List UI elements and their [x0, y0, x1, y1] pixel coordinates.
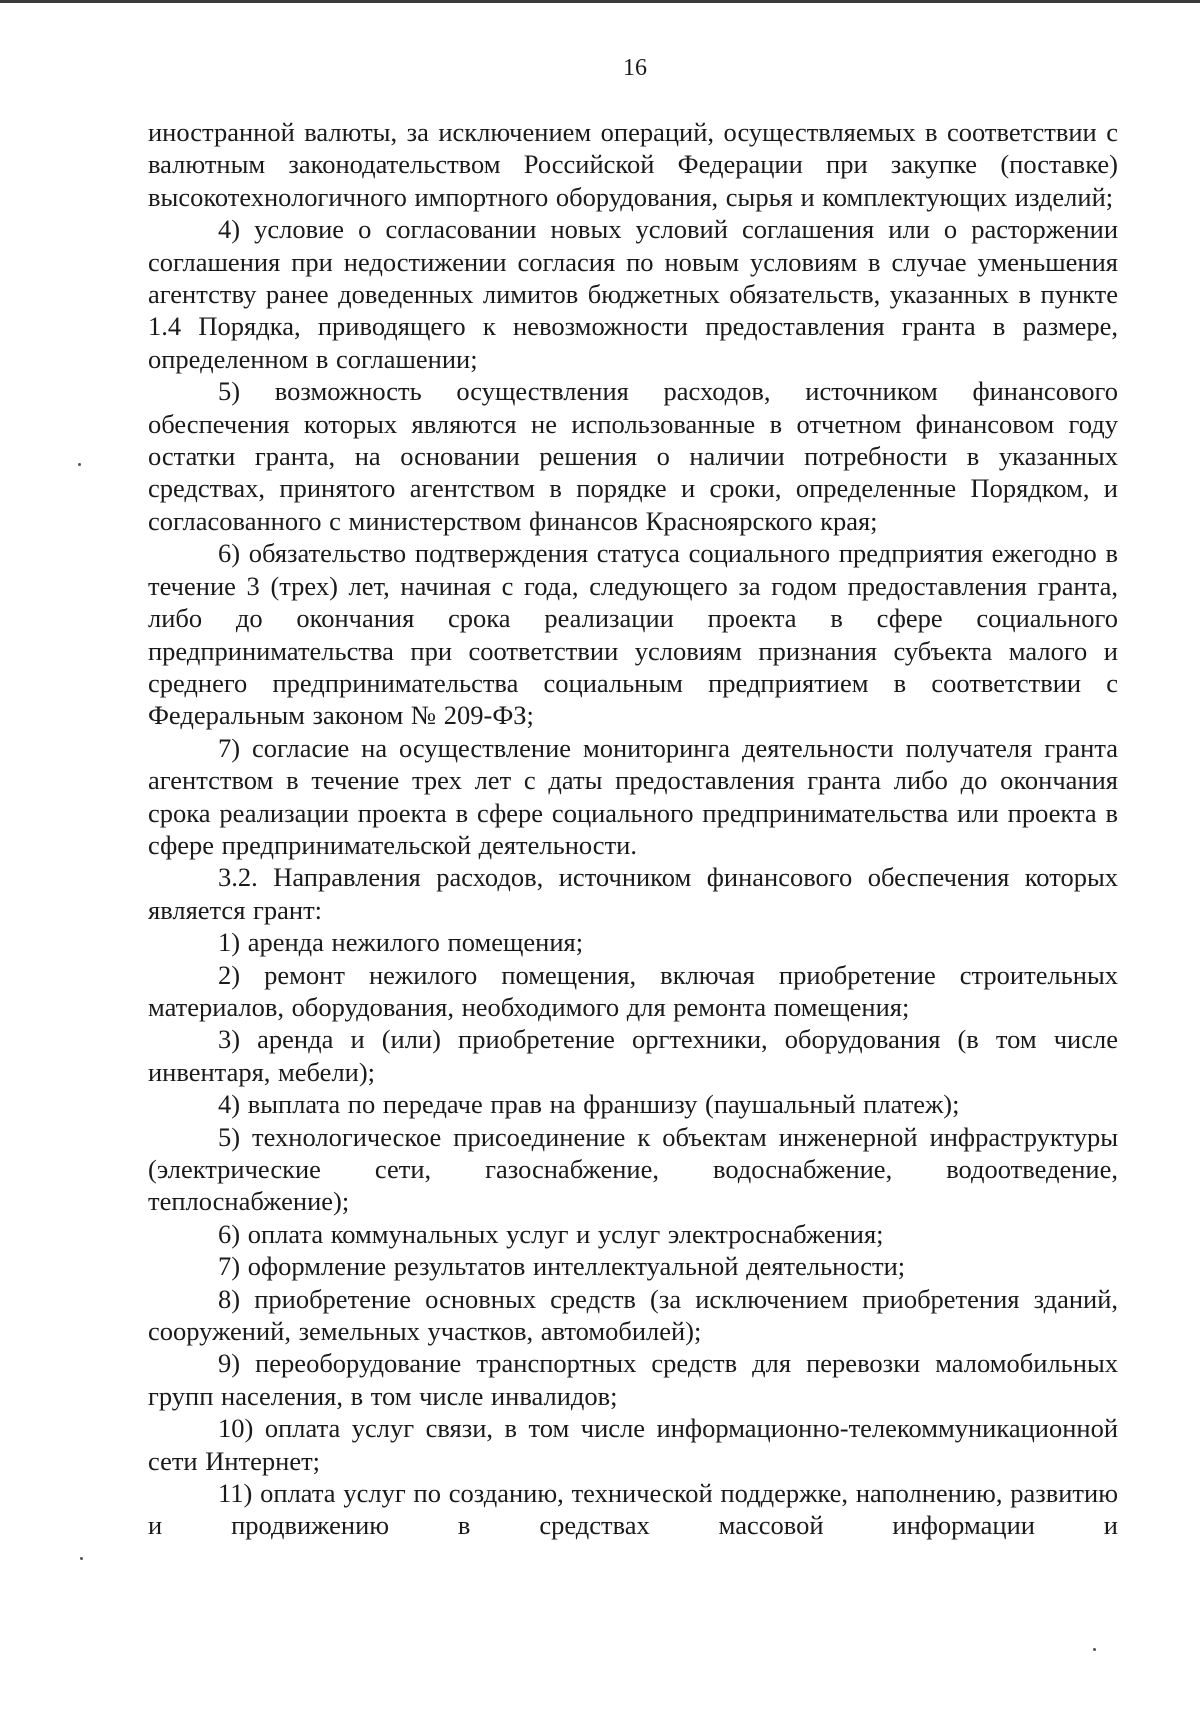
list-item-10: 10) оплата услуг связи, в том числе информационно-телекоммуникационной сети Интернет;: [148, 1413, 1118, 1476]
paragraph-section-3-2: 3.2. Направления расходов, источником финансового обеспечения которых является грант:: [148, 862, 1118, 925]
top-scan-border: [0, 0, 1200, 3]
paragraph-item-4: 4) условие о согласовании новых условий соглашения или о расторжении соглашения при недостижении согласия по новым условиям в случае уменьшения агентству ранее доведенных лимитов бюджетных обязательств, указанных в пункте 1.4 Порядка, приводящего к невозможности предоставления гранта в размере, определенном в соглашении;: [148, 214, 1118, 374]
scan-speck: [80, 1557, 83, 1560]
list-item-5: 5) технологическое присоединение к объектам инженерной инфраструктуры (электрические сети, газоснабжение, водоснабжение, водоотведение, теплоснабжение);: [148, 1121, 1118, 1217]
page-number: 16: [623, 55, 647, 81]
paragraph-continuation: иностранной валюты, за исключением операций, осуществляемых в соответствии с валютным законодательством Российской Федерации при закупке (поставке) высокотехнологичного импортного оборудования, сырья и комплектующих изделий;: [148, 117, 1118, 212]
list-item-1: 1) аренда нежилого помещения;: [218, 927, 584, 958]
list-item-11: 11) оплата услуг по созданию, технической поддержке, наполнению, развитию и продвижению в средствах массовой информации и: [148, 1478, 1118, 1541]
list-item-3: 3) аренда и (или) приобретение оргтехники, оборудования (в том числе инвентаря, мебели);: [148, 1024, 1118, 1087]
paragraph-item-5: 5) возможность осуществления расходов, источником финансового обеспечения которых являются не использованные в отчетном финансовом году остатки гранта, на основании решения о наличии потребности в указанных средствах, принятого агентством в порядке и сроки, определенные Порядком, и согласованного с министерством финансов Красноярского края;: [148, 376, 1118, 536]
scan-speck: [78, 463, 81, 466]
list-item-7: 7) оформление результатов интеллектуальной деятельности;: [218, 1251, 906, 1282]
list-item-4: 4) выплата по передаче прав на франшизу (паушальный платеж);: [218, 1089, 960, 1120]
list-item-8: 8) приобретение основных средств (за исключением приобретения зданий, сооружений, земельных участков, автомобилей);: [148, 1283, 1118, 1347]
list-item-6: 6) оплата коммунальных услуг и услуг электроснабжения;: [218, 1218, 884, 1249]
document-body: [148, 116, 1118, 1542]
paragraph-item-7: 7) согласие на осуществление мониторинга деятельности получателя гранта агентством в течение трех лет с даты предоставления гранта либо до окончания срока реализации проекта в сфере социального предпринимательства или проекта в сфере предпринимательской деятельности.: [148, 732, 1118, 860]
paragraph-item-6: 6) обязательство подтверждения статуса социального предприятия ежегодно в течение 3 (трех) лет, начиная с года, следующего за годом предоставления гранта, либо до окончания срока реализации проекта в сфере социального предпринимательства при соответствии условиям признания субъекта малого и среднего предпринимательства социальным предприятием в соответствии с Федеральным законом № 209-ФЗ;: [148, 538, 1118, 731]
scan-speck: [1093, 1648, 1096, 1651]
list-item-2: 2) ремонт нежилого помещения, включая приобретение строительных материалов, оборудования, необходимого для ремонта помещения;: [148, 959, 1118, 1022]
list-item-9: 9) переоборудование транспортных средств для перевозки маломобильных групп населения, в том числе инвалидов;: [148, 1348, 1118, 1411]
